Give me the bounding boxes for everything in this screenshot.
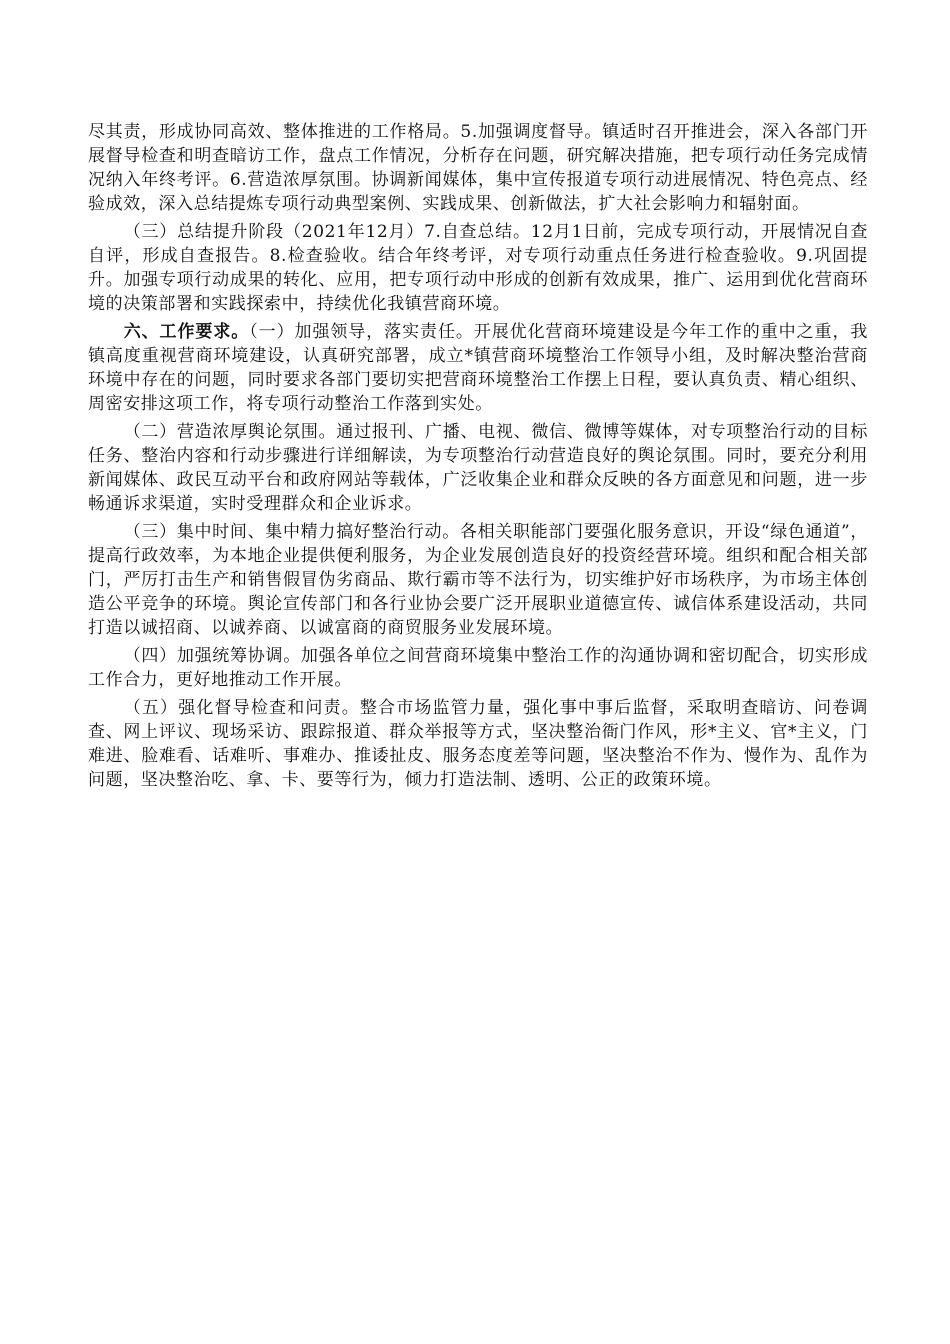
paragraph-public-opinion: （二）营造浓厚舆论氛围。通过报刊、广播、电视、微信、微博等媒体，对专项整治行动的目标任务、整治内容和行动步骤进行详细解读，为专项整治行动营造良好的舆论氛围。同时，要充分利用新闻媒体、政民互动平台和政府网站等载体，广泛收集企业和群众反映的各方面意见和问题，进一步畅通诉求渠道，实时受理群众和企业诉求。	[88, 422, 868, 514]
paragraph-supervision: （五）强化督导检查和问责。整合市场监管力量，强化事中事后监督，采取明查暗访、问卷调查、网上评议、现场采访、跟踪报道、群众举报等方式，坚决整治衙门作风，形*主义、官*主义，门难进、脸难看、话难听、事难办、推诿扯皮、服务态度差等问题，坚决整治不作为、慢作为、乱作为问题，坚决整治吃、拿、卡、要等行为，倾力打造法制、透明、公正的政策环境。	[88, 698, 868, 790]
paragraph-work-requirements	[88, 320, 868, 416]
document-page	[88, 120, 868, 792]
paragraph-coordination: （四）加强统筹协调。加强各单位之间营商环境集中整治工作的沟通协调和密切配合，切实形成工作合力，更好地推动工作开展。	[88, 646, 868, 690]
paragraph-text: （一）加强领导，落实责任。开展优化营商环境建设是今年工作的重中之重，我镇高度重视营商环境建设，认真研究部署，成立*镇营商环境整治工作领导小组，及时解决整治营商环境中存在的问题，同时要求各部门要切实把营商环境整治工作摆上日程，要认真负责、精心组织、周密安排这项工作，将专项行动整治工作落到实处。	[88, 322, 869, 414]
paragraph-continuation: 尽其责，形成协同高效、整体推进的工作格局。5.加强调度督导。镇适时召开推进会，深入各部门开展督导检查和明查暗访工作，盘点工作情况，分析存在问题，研究解决措施，把专项行动任务完成情况纳入年终考评。6.营造浓厚氛围。协调新闻媒体，集中宣传报道专项行动进展情况、特色亮点、经验成效，深入总结提炼专项行动典型案例、实践成果、创新做法，扩大社会影响力和辐射面。	[88, 122, 868, 214]
paragraph-focused-action: （三）集中时间、集中精力搞好整治行动。各相关职能部门要强化服务意识，开设“绿色通道”，提高行政效率，为本地企业提供便利服务，为企业发展创造良好的投资经营环境。组织和配合相关部门，严厉打击生产和销售假冒伪劣商品、欺行霸市等不法行为，切实维护好市场秩序，为市场主体创造公平竞争的环境。舆论宣传部门和各行业协会要广泛开展职业道德宣传、诚信体系建设活动，共同打造以诚招商、以诚养商、以诚富商的商贸服务业发展环境。	[88, 522, 868, 638]
paragraph-summary-stage: （三）总结提升阶段（2021年12月）7.自查总结。12月1日前，完成专项行动，开展情况自查自评，形成自查报告。8.检查验收。结合年终考评，对专项行动重点任务进行检查验收。9.巩固提升。加强专项行动成果的转化、应用，把专项行动中形成的创新有效成果，推广、运用到优化营商环境的决策部署和实践探索中，持续优化我镇营商环境。	[88, 222, 868, 314]
section-heading: 六、工作要求。	[123, 322, 250, 342]
